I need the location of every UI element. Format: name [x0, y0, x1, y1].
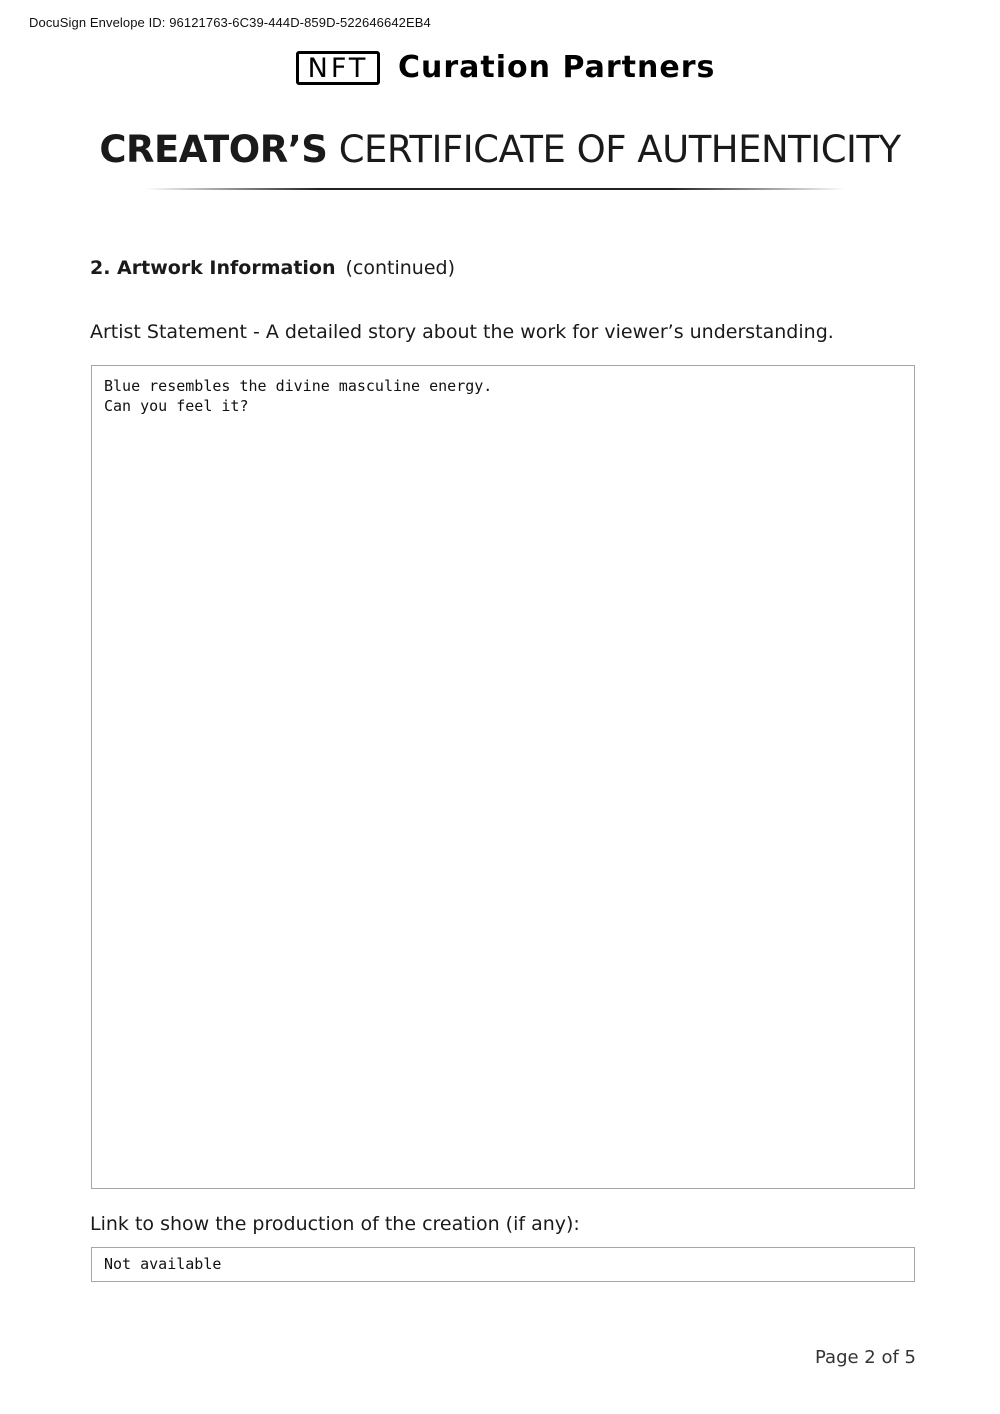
- nft-curation-partners-logo: [296, 47, 715, 89]
- artist-statement-line: Can you feel it?: [104, 397, 249, 415]
- logo-nft-box: NFT: [296, 51, 380, 85]
- section-heading-title: 2. Artwork Information: [90, 257, 336, 279]
- production-link-value: Not available: [104, 1255, 222, 1273]
- section-heading: [90, 257, 455, 279]
- certificate-title-light: CERTIFICATE OF AUTHENTICITY: [338, 128, 901, 171]
- artist-statement-line: Blue resembles the divine masculine energy.: [104, 377, 493, 395]
- docusign-envelope-id: DocuSign Envelope ID: 96121763-6C39-444D-859D-522646642EB4: [29, 15, 431, 30]
- page-number: Page 2 of 5: [815, 1347, 916, 1368]
- certificate-title-bold: CREATOR’S: [99, 128, 328, 171]
- certificate-title: [0, 128, 1000, 171]
- production-link-field[interactable]: [91, 1247, 915, 1282]
- production-link-label: Link to show the production of the creation (if any):: [90, 1213, 580, 1235]
- title-divider: [145, 188, 845, 190]
- section-heading-suffix: (continued): [345, 257, 456, 279]
- logo-brand-text: Curation Partners: [398, 50, 716, 85]
- artist-statement-field[interactable]: [91, 365, 915, 1189]
- artist-statement-label: Artist Statement - A detailed story about the work for viewer’s understanding.: [90, 321, 834, 343]
